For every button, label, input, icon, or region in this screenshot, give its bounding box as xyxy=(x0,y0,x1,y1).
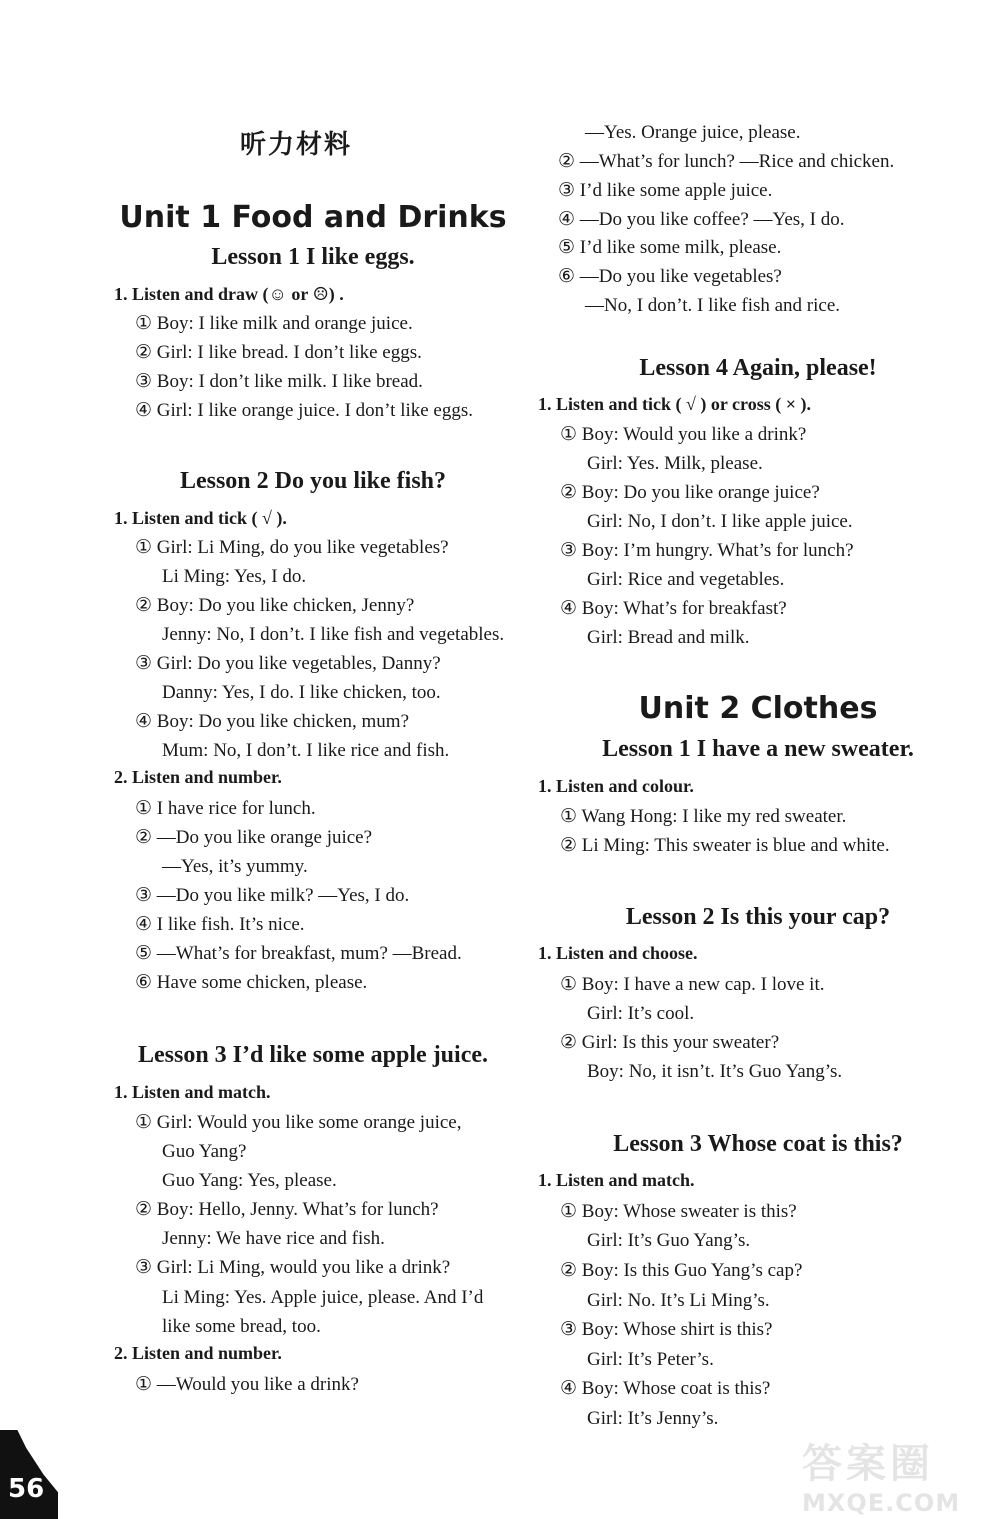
lesson-title: Lesson 3 Whose coat is this? xyxy=(613,1131,903,1157)
exercise-heading: 1. Listen and draw (☺ or ☹) . xyxy=(114,284,344,304)
script-line: ① Wang Hong: I like my red sweater. xyxy=(560,806,847,827)
script-line: ① Boy: I like milk and orange juice. xyxy=(135,313,413,334)
script-line: Jenny: No, I don’t. I like fish and vegetables. xyxy=(162,624,505,645)
script-line: ① Boy: I have a new cap. I love it. xyxy=(560,974,825,995)
unit-title: Unit 2 Clothes xyxy=(638,691,878,726)
script-line: ① Boy: Would you like a drink? xyxy=(560,424,807,445)
unit-title: Unit 1 Food and Drinks xyxy=(119,200,507,235)
script-line: ③ I’d like some apple juice. xyxy=(558,180,773,201)
exercise-heading: 2. Listen and number. xyxy=(114,767,282,787)
exercise-heading: 1. Listen and tick ( √ ). xyxy=(114,508,287,528)
script-line: ③ Boy: Whose shirt is this? xyxy=(560,1319,773,1340)
script-line: ④ Boy: What’s for breakfast? xyxy=(560,598,787,619)
exercise-heading: 1. Listen and colour. xyxy=(538,776,694,796)
exercise-heading: 1. Listen and match. xyxy=(538,1170,695,1190)
script-line: ④ Boy: Do you like chicken, mum? xyxy=(135,711,410,732)
script-line: ③ Girl: Do you like vegetables, Danny? xyxy=(135,653,441,674)
script-line: Girl: It’s Guo Yang’s. xyxy=(587,1230,751,1251)
script-line: ② Boy: Do you like chicken, Jenny? xyxy=(135,595,415,616)
script-line: Girl: Rice and vegetables. xyxy=(587,569,785,590)
script-line: ① Girl: Would you like some orange juice, xyxy=(135,1112,462,1133)
script-line: Girl: No, I don’t. I like apple juice. xyxy=(587,511,853,532)
script-line: Li Ming: Yes. Apple juice, please. And I’d xyxy=(162,1287,484,1308)
script-line: Girl: No. It’s Li Ming’s. xyxy=(587,1290,770,1311)
script-line: —Yes. Orange juice, please. xyxy=(585,122,801,143)
script-line: like some bread, too. xyxy=(162,1316,321,1337)
script-line: ⑥ Have some chicken, please. xyxy=(135,972,368,993)
lesson-title: Lesson 1 I have a new sweater. xyxy=(602,736,914,762)
page-number: 56 xyxy=(8,1474,45,1504)
script-line: Girl: It’s Jenny’s. xyxy=(587,1408,719,1429)
script-line: ② —Do you like orange juice? xyxy=(135,827,373,848)
script-line: ① Boy: Whose sweater is this? xyxy=(560,1201,797,1222)
watermark-chinese: 答案圈 xyxy=(802,1441,934,1487)
script-line: ① I have rice for lunch. xyxy=(135,798,316,819)
script-line: ⑤ —What’s for breakfast, mum? —Bread. xyxy=(135,943,462,964)
script-line: ④ —Do you like coffee? —Yes, I do. xyxy=(558,209,845,230)
script-line: Girl: It’s cool. xyxy=(587,1003,695,1024)
script-line: ⑤ I’d like some milk, please. xyxy=(558,237,782,258)
exercise-heading: 2. Listen and number. xyxy=(114,1343,282,1363)
script-line: ④ Boy: Whose coat is this? xyxy=(560,1378,771,1399)
script-line: ③ Boy: I’m hungry. What’s for lunch? xyxy=(560,540,854,561)
script-line: ② Boy: Do you like orange juice? xyxy=(560,482,820,503)
lesson-title: Lesson 3 I’d like some apple juice. xyxy=(137,1042,488,1068)
script-line: Boy: No, it isn’t. It’s Guo Yang’s. xyxy=(587,1061,843,1082)
lesson-title: Lesson 1 I like eggs. xyxy=(211,244,415,270)
lesson-title: Lesson 2 Is this your cap? xyxy=(625,904,891,930)
script-line: ② —What’s for lunch? —Rice and chicken. xyxy=(558,151,895,172)
exercise-heading: 1. Listen and choose. xyxy=(538,943,698,963)
script-line: ② Boy: Hello, Jenny. What’s for lunch? xyxy=(135,1199,439,1220)
script-line: Danny: Yes, I do. I like chicken, too. xyxy=(162,682,441,703)
script-line: ① Girl: Li Ming, do you like vegetables? xyxy=(135,537,449,558)
script-line: ④ I like fish. It’s nice. xyxy=(135,914,305,935)
script-line: ② Girl: I like bread. I don’t like eggs. xyxy=(135,342,422,363)
script-line: Girl: Yes. Milk, please. xyxy=(587,453,763,474)
script-line: ② Girl: Is this your sweater? xyxy=(560,1032,780,1053)
lesson-title: Lesson 2 Do you like fish? xyxy=(179,468,447,494)
script-line: Girl: It’s Peter’s. xyxy=(587,1349,714,1370)
exercise-heading: 1. Listen and tick ( √ ) or cross ( × ). xyxy=(538,394,811,414)
script-line: ② Li Ming: This sweater is blue and white. xyxy=(560,835,890,856)
script-line: ③ Girl: Li Ming, would you like a drink? xyxy=(135,1257,451,1278)
lesson-title: Lesson 4 Again, please! xyxy=(639,355,877,381)
script-line: ① —Would you like a drink? xyxy=(135,1374,359,1395)
script-line: Guo Yang? xyxy=(162,1141,247,1162)
script-line: Mum: No, I don’t. I like rice and fish. xyxy=(162,740,450,761)
script-line: ② Boy: Is this Guo Yang’s cap? xyxy=(560,1260,803,1281)
script-line: Girl: Bread and milk. xyxy=(587,627,750,648)
script-line: ③ —Do you like milk? —Yes, I do. xyxy=(135,885,410,906)
script-line: —Yes, it’s yummy. xyxy=(162,856,308,877)
script-line: Li Ming: Yes, I do. xyxy=(162,566,307,587)
script-line: ④ Girl: I like orange juice. I don’t like eggs. xyxy=(135,400,474,421)
script-line: ③ Boy: I don’t like milk. I like bread. xyxy=(135,371,423,392)
script-line: Jenny: We have rice and fish. xyxy=(162,1228,385,1249)
watermark-url: MXQE.COM xyxy=(802,1489,961,1517)
exercise-heading: 1. Listen and match. xyxy=(114,1082,271,1102)
script-line: ⑥ —Do you like vegetables? xyxy=(558,266,782,287)
script-line: —No, I don’t. I like fish and rice. xyxy=(585,295,841,316)
watermark-logo xyxy=(802,1432,982,1517)
section-title: 听力材料 xyxy=(240,130,353,160)
script-line: Guo Yang: Yes, please. xyxy=(162,1170,337,1191)
